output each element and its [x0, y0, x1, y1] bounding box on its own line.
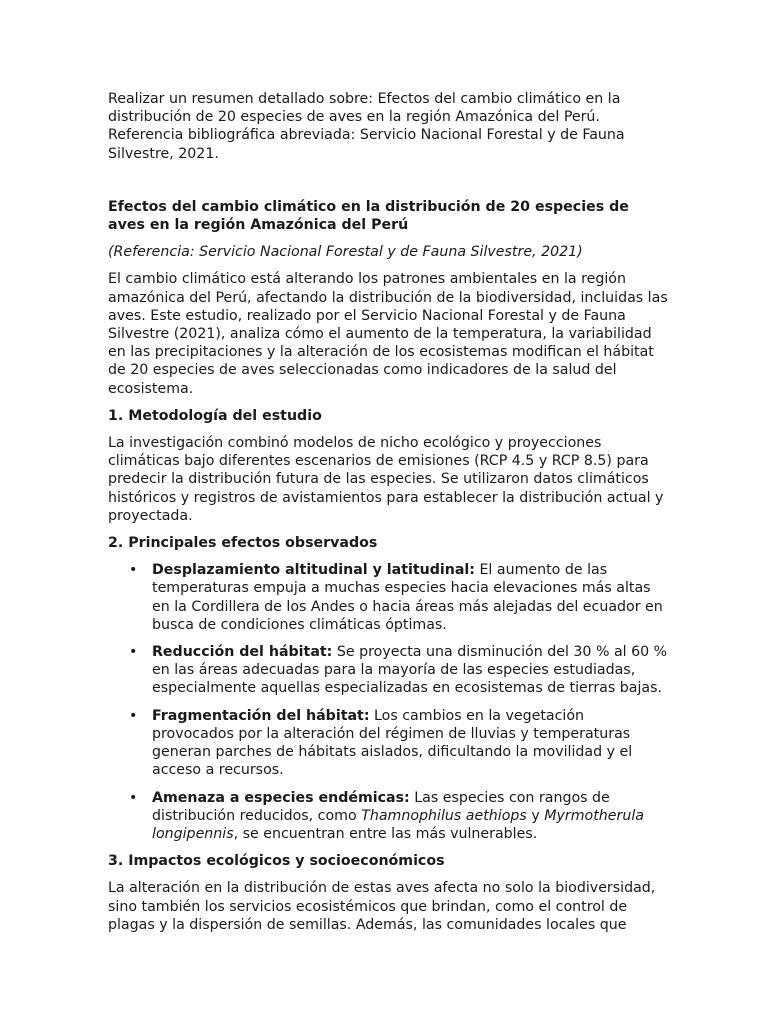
list-item-text: Se proyecta una disminución del 30 % al 60 % en las áreas adecuadas para la mayoría de las especies estudiadas, especialmente aquellas especializadas en ecosistemas de tierras bajas. — [152, 644, 668, 697]
reference-line: (Referencia: Servicio Nacional Forestal y de Fauna Silvestre, 2021) — [108, 244, 583, 261]
list-item-text: El aumento de las temperaturas empuja a muchas especies hacia elevaciones más altas en la Cordillera de los Andes o hacia áreas más alejadas del ecuador en busca de condiciones climáticas óptimas. — [152, 562, 663, 633]
effects-list — [108, 561, 668, 843]
list-item-term: Desplazamiento altitudinal y latitudinal: — [152, 562, 475, 579]
species-name: Myrmotherula longipennis — [152, 807, 644, 842]
bullet-icon: • — [129, 707, 138, 724]
section-2-heading: 2. Principales efectos observados — [108, 535, 378, 552]
species-name: Thamnophilus aethiops — [361, 807, 527, 824]
section-3-heading: 3. Impactos ecológicos y socioeconómicos — [108, 853, 445, 870]
prompt-paragraph: Realizar un resumen detallado sobre: Efectos del cambio climático en la distribución de 20 especies de aves en la región Amazónica del Perú. Referencia bibliográfica abreviada: Servicio Nacional Forestal y de Fauna Silvestre, 2021. — [108, 91, 625, 162]
list-item-text: y — [526, 807, 545, 824]
bullet-icon: • — [129, 562, 138, 579]
bullet-icon: • — [129, 789, 138, 806]
list-item-habitat-fragmentation — [129, 707, 668, 780]
list-item-altitudinal-shift — [129, 561, 668, 634]
document-title: Efectos del cambio climático en la distribución de 20 especies de aves en la región Amazónica del Perú — [108, 198, 629, 234]
intro-paragraph: El cambio climático está alterando los patrones ambientales en la región amazónica del Perú, afectando la distribución de la biodiversidad, incluidas las aves. Este estudio, realizado por el Servicio Nacional Forestal y de Fauna Silvestre (2021), analiza cómo el aumento de la temperatura, la variabilidad en las precipitaciones y la alteración de los ecosistemas modifican el hábitat de 20 especies de aves seleccionadas como indicadores de la salud del ecosistema. — [108, 271, 668, 397]
list-item-text: Los cambios en la vegetación provocados por la alteración del régimen de lluvias y temperaturas generan parches de hábitats aislados, dificultando la movilidad y el acceso a recursos. — [152, 707, 633, 779]
list-item-term: Amenaza a especies endémicas: — [152, 789, 410, 806]
list-item-text: , se encuentran entre las más vulnerables. — [233, 825, 538, 842]
section-3-body: La alteración en la distribución de estas aves afecta no solo la biodiversidad, sino también los servicios ecosistémicos que brindan, como el control de plagas y la dispersión de semillas. Además, las comunidades locales que — [108, 880, 656, 933]
document-page — [108, 90, 668, 943]
list-item-habitat-reduction — [129, 643, 668, 698]
list-item-text: Las especies con rangos de distribución reducidos, como — [152, 789, 610, 824]
bullet-icon: • — [129, 644, 138, 661]
list-item-term: Reducción del hábitat: — [152, 644, 333, 661]
list-item-endemic-threat — [129, 789, 668, 844]
section-1-body: La investigación combinó modelos de nicho ecológico y proyecciones climáticas bajo diferentes escenarios de emisiones (RCP 4.5 y RCP 8.5) para predecir la distribución futura de las especies. Se utilizaron datos climáticos históricos y registros de avistamientos para establecer la distribución actual y proyectada. — [108, 435, 664, 524]
section-1-heading: 1. Metodología del estudio — [108, 407, 322, 424]
list-item-term: Fragmentación del hábitat: — [152, 707, 370, 724]
